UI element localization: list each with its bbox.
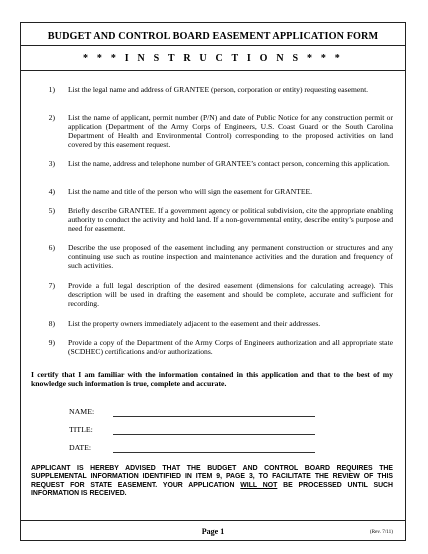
form-title: BUDGET AND CONTROL BOARD EASEMENT APPLICATION FORM — [47, 31, 379, 42]
item-text: List the legal name and address of GRANTEE (person, corporation or entity) requesting easement. — [68, 85, 369, 94]
item-text: List the property owners immediately adjacent to the easement and their addresses. — [68, 319, 321, 328]
item-number: 1) — [48, 85, 55, 94]
name-label: NAME: — [69, 407, 95, 416]
heading-divider — [21, 70, 405, 71]
name-field — [69, 407, 329, 419]
footer-divider — [21, 520, 405, 521]
instructions-heading: * * * I N S T R U C T I O N S * * * — [83, 53, 343, 64]
item-number: 8) — [48, 319, 55, 328]
date-input-line[interactable] — [113, 452, 315, 453]
item-text: List the name, address and telephone number of GRANTEE’s contact person, concerning this application. — [68, 159, 390, 168]
item-number: 9) — [48, 338, 55, 347]
item-number: 6) — [48, 243, 55, 252]
item-text: Describe the use proposed of the easement including any permanent construction or structures and any continuing use such as routine inspection and maintenance activities and the duration and frequency of such activities. — [68, 243, 393, 270]
item-text: Provide a copy of the Department of the Army Corps of Engineers authorization and all appropriate state (SCDHEC) certifications and/or authorizations. — [68, 338, 393, 356]
title-field — [69, 425, 329, 437]
title-divider — [21, 45, 405, 46]
title-label: TITLE: — [69, 425, 93, 434]
revision-date: (Rev. 7/11) — [369, 529, 393, 535]
certification-statement: I certify that I am familiar with the information contained in this application and that to the best of my knowledge such information is true, complete and accurate. — [31, 370, 393, 389]
notice-emphasis: WILL NOT — [240, 481, 278, 489]
item-text: Briefly describe GRANTEE. If a government agency or political subdivision, cite the appropriate enabling authority to conduct the activity and hold land. If a non-governmental entity, describe entity’s purpose and need for easement. — [68, 206, 393, 233]
title-input-line[interactable] — [113, 434, 315, 435]
item-number: 2) — [48, 113, 55, 122]
item-text: Provide a full legal description of the desired easement (dimensions for calculating acreage). This description will be used in drafting the easement and should be complete, accurate and sufficient for recording. — [68, 281, 393, 308]
form-page — [20, 22, 406, 541]
item-number: 7) — [48, 281, 55, 290]
item-number: 3) — [48, 159, 55, 168]
item-text: List the name and title of the person who will sign the easement for GRANTEE. — [68, 187, 312, 196]
item-number: 5) — [48, 206, 55, 215]
date-field — [69, 443, 329, 455]
item-text: List the name of applicant, permit number (P/N) and date of Public Notice for any construction permit or application (Department of the Army Corps of Engineers, U.S. Coast Guard or the South Carolina Department of Health and Environmental Control) corresponding to the proposed activities on land covered by this easement request. — [68, 113, 393, 149]
applicant-notice — [31, 465, 393, 499]
name-input-line[interactable] — [113, 416, 315, 417]
item-number: 4) — [48, 187, 55, 196]
notice-text-end: BE PROCESSED UNTIL SUCH INFORMATION IS RECEIVED. — [31, 481, 394, 498]
page-number: Page 1 — [201, 527, 225, 536]
date-label: DATE: — [69, 443, 92, 452]
notice-text-start: APPLICANT IS HEREBY ADVISED THAT THE BUDGET AND CONTROL BOARD REQUIRES THE SUPPLEMENTAL INFORMATION IDENTIFIED IN ITEM 9, PAGE 3, TO FACILITATE THE REVIEW OF THIS REQUEST FOR STATE EASEMENT. YOUR APPLICATION — [31, 465, 393, 489]
